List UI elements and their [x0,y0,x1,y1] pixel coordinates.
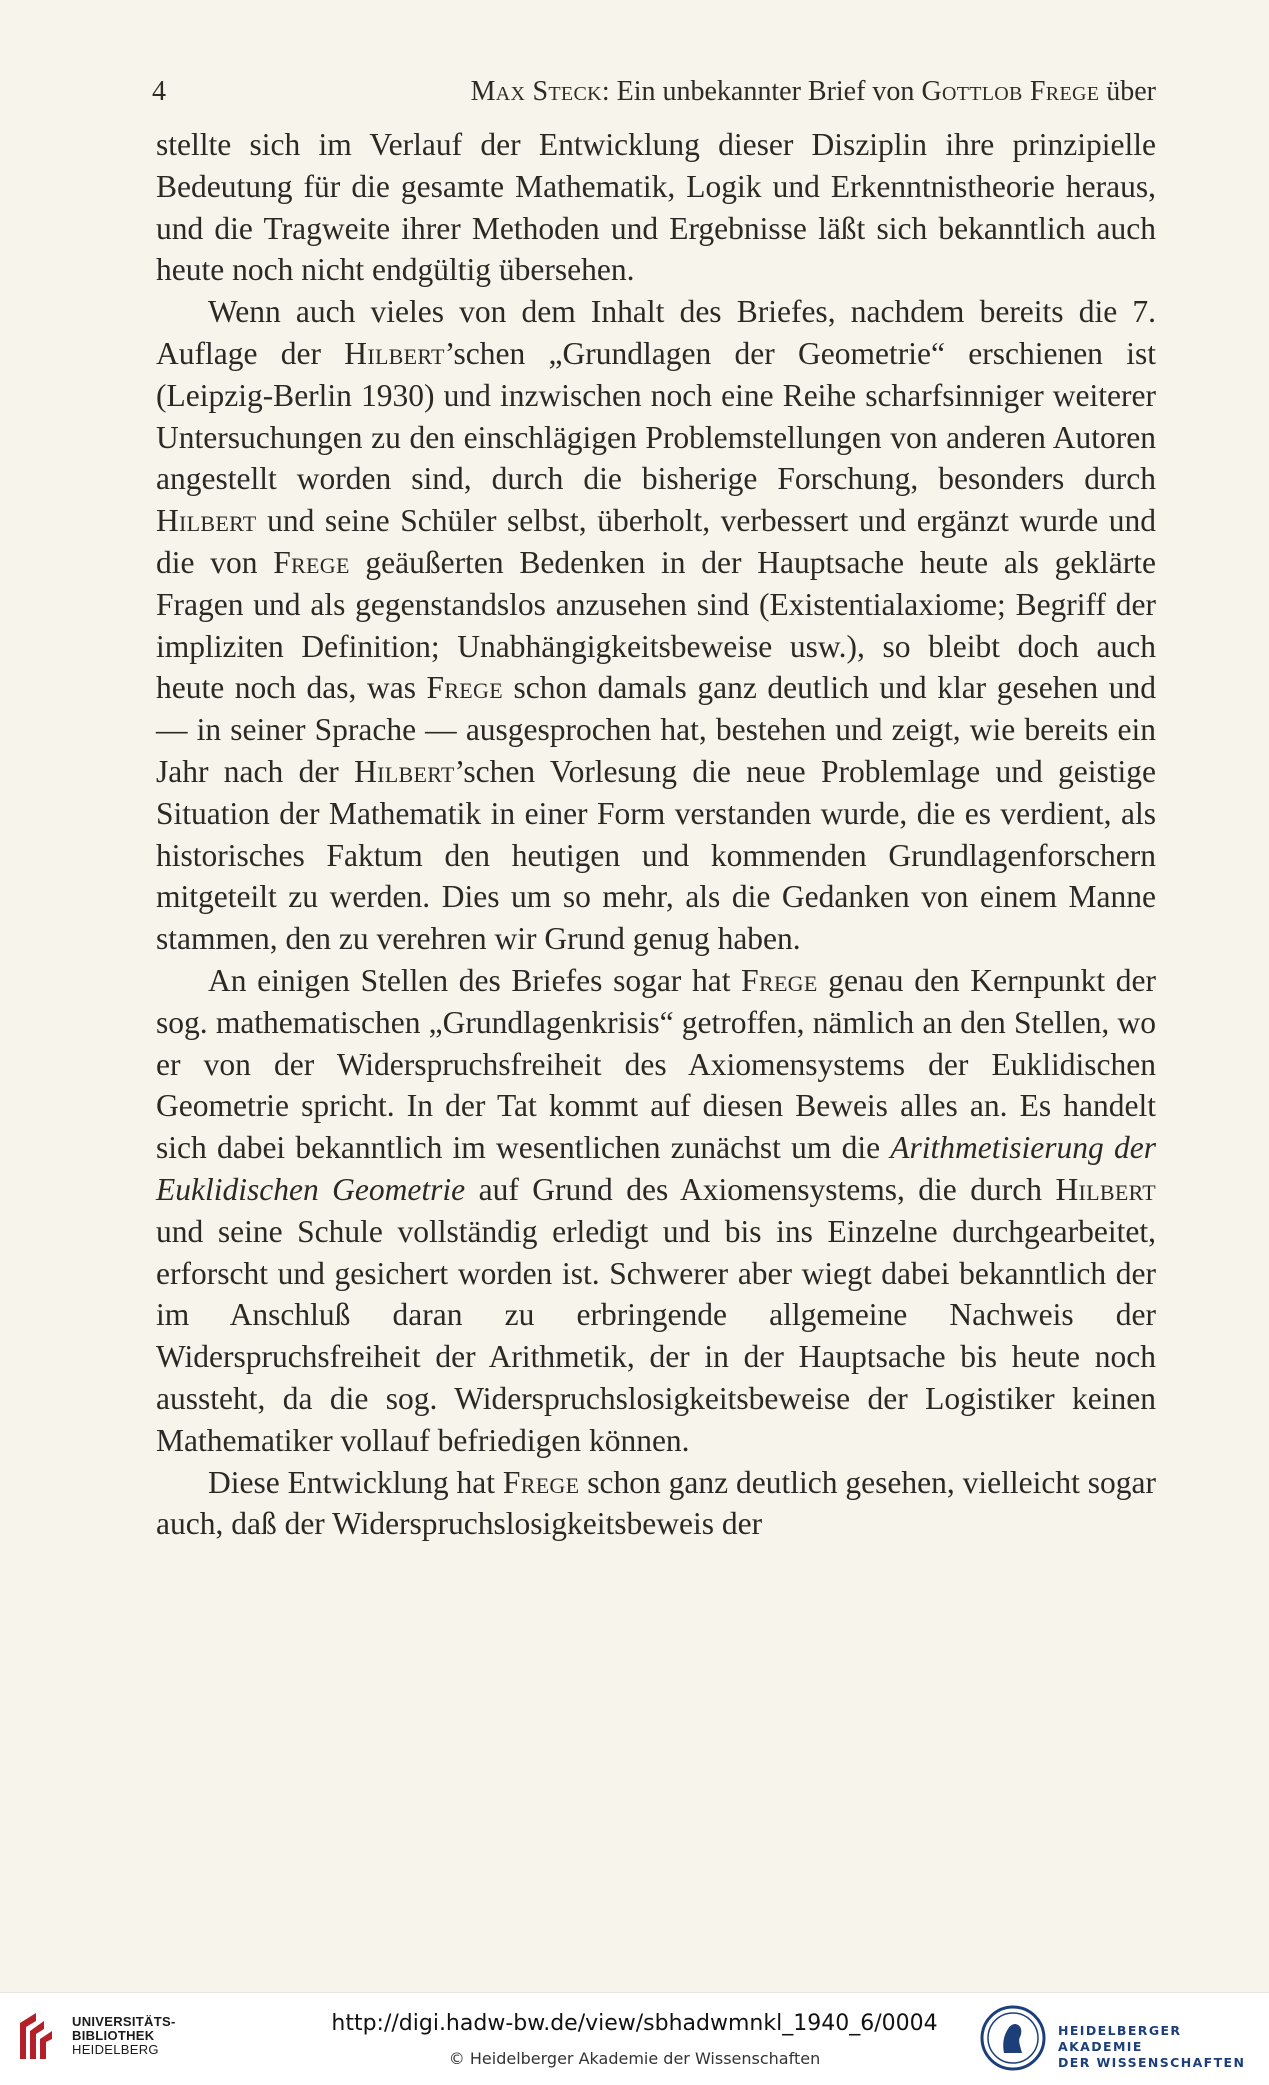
body-text [156,124,1156,1545]
hdaw-seal-icon [980,2005,1046,2071]
text-run: ’schen „Grundlagen der Geometrie“ erschienen ist (Leipzig-Berlin 1930) und inzwischen noch eine Reihe scharfsinniger weiterer Untersuchungen zu den einschlägigen Problemstellungen von anderen Autoren angestellt worden sind, durch die bisherige Forschung, besonders durch [156,335,1156,497]
name-small-caps: Hilbert [156,503,257,539]
name-small-caps: Frege [426,670,503,706]
text-run: schon damals ganz deutlich und klar gesehen und — in seiner Sprache — ausgesprochen hat, bestehen und zeigt, wie bereits ein Jahr nach der [156,670,1156,789]
library-name-line1: UNIVERSITÄTS- [72,2014,176,2029]
text-run: auf Grund des Axiomensystems, die durch [465,1171,1056,1207]
text-run: An einigen Stellen des Briefes sogar hat [208,962,742,998]
text-run: Diese Entwicklung hat [208,1464,503,1500]
running-title-author: Max Steck [470,76,602,107]
paragraph [156,291,1156,960]
text-run: und seine Schule vollständig erledigt und bis ins Einzelne durchgearbeitet, erforscht und gesichert worden ist. Schwerer aber wiegt dabei bekanntlich der im Anschluß daran zu erbringende allgemeine Nachweis der Widerspruchsfreiheit der Arithmetik, der in der Hauptsache bis heute noch aussteht, da die sog. Widerspruchslosigkeitsbeweise der Logistiker keinen Mathematiker vollauf befriedigen können. [156,1213,1156,1458]
library-name-line2: BIBLIOTHEK [72,2028,155,2043]
viewer-footer [0,1992,1269,2085]
name-small-caps: Hilbert [344,335,445,371]
text-run: genau den Kernpunkt der sog. mathematischen „Grundlagenkrisis“ getroffen, nämlich an den Stellen, wo er von der Widerspruchsfreiheit des Axiomensystems der Euklidischen Geometrie spricht. In der Tat kommt auf diesen Beweis alles an. Es handelt sich dabei bekanntlich im wesentlichen zunächst um die [156,962,1156,1166]
copyright-notice: © Heidelberger Akademie der Wissenschaften [448,2049,821,2068]
text-run: stellte sich im Verlauf der Entwicklung dieser Disziplin ihre prinzipielle Bedeutung für die gesamte Mathematik, Logik und Erkenntnistheorie heraus, und die Tragweite ihrer Methoden und Ergebnisse läßt sich bekanntlich auch heute noch nicht endgültig übersehen. [156,127,1156,288]
name-small-caps: Frege [741,962,818,998]
academy-name-line1: HEIDELBERGER AKADEMIE [1058,2023,1182,2054]
academy-name-line2: DER WISSENSCHAFTEN [1058,2055,1246,2070]
paragraph [156,960,1156,1462]
running-title-subject: Gottlob Frege [921,76,1100,107]
text-run: und seine Schüler selbst, überholt, verbessert und ergänzt wurde und die von [156,503,1156,580]
text-run: ’schen Vorlesung die neue Problemlage und geistige Situation der Mathematik in einer Form verstanden wurde, die es verdient, als historisches Faktum den heutigen und kommenden Grundlagenforschern mitgeteilt zu werden. Dies um so mehr, als die Gedanken von einem Manne stammen, den zu verehren wir Grund genug haben. [156,753,1157,957]
text-run: geäußerten Bedenken in der Hauptsache heute als geklärte Fragen und als gegenstandslos anzusehen sind (Existentialaxiome; Begriff der impliziten Definition; Unabhängigkeitsbeweise usw.), so bleibt doch auch heute noch das, was [156,544,1157,706]
paragraph [156,124,1156,291]
name-small-caps: Hilbert [354,753,455,789]
name-small-caps: Hilbert [1055,1171,1156,1207]
running-title-text: : Ein unbekannter Brief von [601,76,922,107]
name-small-caps: Frege [502,1464,580,1500]
permalink-url[interactable]: http://digi.hadw-bw.de/view/sbhadwmnkl_1940_6/0004 [331,2011,938,2036]
running-title-end: über [1099,76,1156,107]
name-small-caps: Frege [273,544,350,580]
academy-name [1058,2023,1269,2071]
text-run: Wenn auch vieles von dem Inhalt des Briefes, nachdem bereits die 7. Auflage der [156,294,1156,371]
emphasis-text: Arithmetisierung der Euklidischen Geometrie [156,1130,1156,1207]
paragraph [156,1462,1156,1546]
page-number: 4 [152,76,166,107]
running-header [152,72,1156,112]
library-name-line3: HEIDELBERG [72,2042,159,2057]
text-run: schon ganz deutlich gesehen, vielleicht sogar auch, daß der Widerspruchslosigkeitsbeweis der [156,1464,1156,1542]
running-title [471,72,1156,112]
